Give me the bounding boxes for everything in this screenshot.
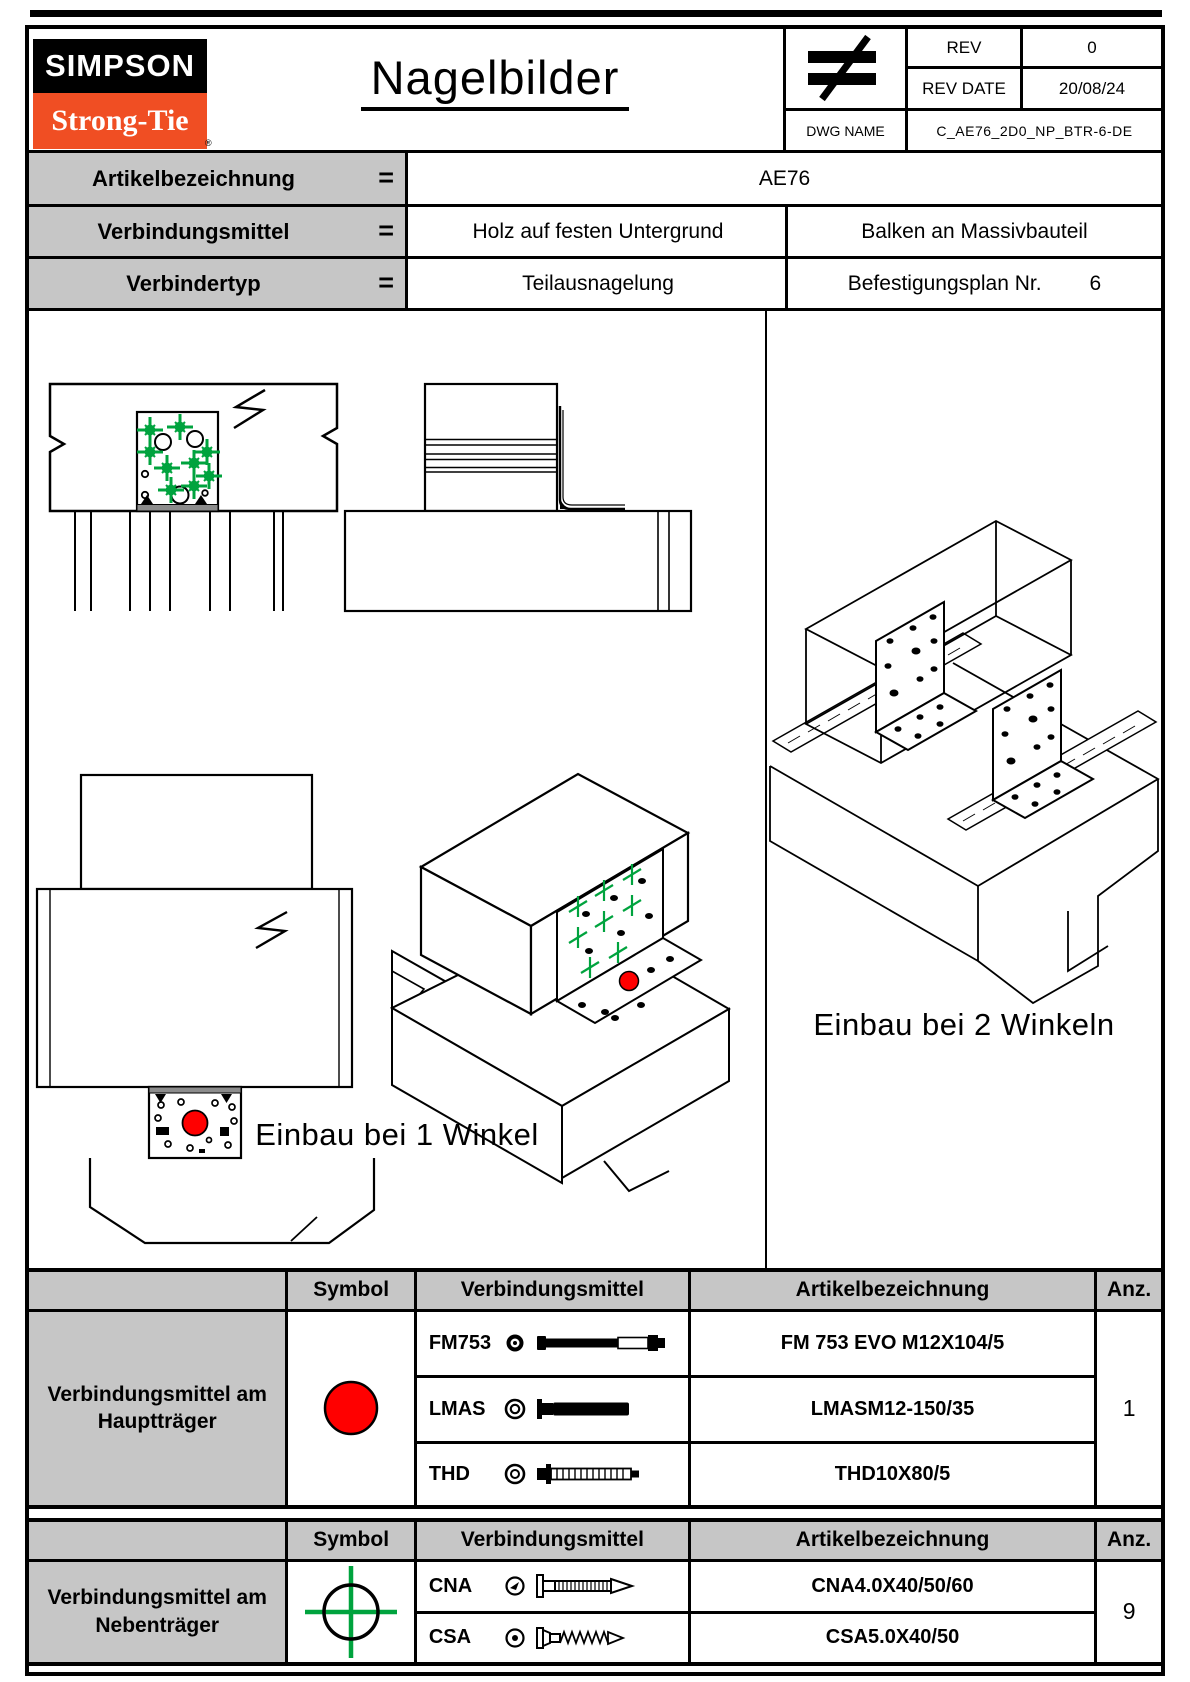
fastener-code: LMAS [428,1397,486,1420]
equals-sign: = [378,215,394,246]
page-title [215,40,775,120]
fastener-code: FM753 [428,1331,492,1354]
info-row-verbindungsmittel-label-cell [29,207,408,257]
info-value-connection-type: Balken an Massivbauteil [861,220,1088,243]
fastener-code: THD [428,1462,470,1485]
table1-header-symbol: Symbol [287,1270,415,1310]
dwg-name-label: DWG NAME [806,122,885,139]
fastener-code: CNA [428,1574,473,1597]
table1-corner-cell [27,1270,287,1310]
table2-corner-cell [27,1520,287,1560]
fastener-row-cna [415,1560,689,1612]
table1-qty: 1 [1096,1310,1163,1507]
rev-value: 0 [1087,37,1097,57]
article-fm753: FM 753 EVO M12X104/5 [689,1310,1095,1376]
screw-icon [535,1623,669,1653]
plan-label: Befestigungsplan Nr. [847,272,1042,295]
info-value-plan [788,259,1161,309]
table2-qty: 9 [1096,1560,1163,1664]
caption-two-brackets: Einbau bei 2 Winkeln [813,1007,1115,1042]
circle-flag-icon [503,1574,527,1598]
table1-symbol-cell [287,1310,415,1507]
caption-one-bracket: Einbau bei 1 Winkel [255,1117,539,1152]
drawing-divider [765,311,767,1268]
double-ring-icon [503,1397,527,1421]
fastener-table-nebentraeger [25,1518,1165,1666]
info-vline [405,153,408,309]
table1-header-fastener: Verbindungsmittel [415,1270,689,1310]
article-thd: THD10X80/5 [689,1442,1095,1507]
info-value-article: AE76 [758,167,811,190]
fastener-row-thd [415,1442,689,1507]
table1-section-label: Verbindungsmittel am Hauptträger [27,1310,287,1507]
rev-label: REV [946,37,982,57]
info-hline [29,256,1161,259]
table2-header-article: Artikelbezeichnung [689,1520,1095,1560]
table2-header-fastener: Verbindungsmittel [415,1520,689,1560]
hex-anchor-icon [535,1395,669,1423]
screw-anchor-icon [535,1460,669,1488]
info-label-verbindungsmittel: Verbindungsmittel [97,219,290,244]
table2-header-symbol: Symbol [287,1520,415,1560]
brand-strongtie [33,93,207,149]
table2-symbol-cell [287,1560,415,1664]
info-value-nailing: Teilausnagelung [522,272,674,295]
ring-nail-icon [535,1571,669,1601]
table1-header-qty: Anz. [1096,1270,1163,1310]
table1-header-article: Artikelbezeichnung [689,1270,1095,1310]
article-lmas: LMASM12-150/35 [689,1376,1095,1442]
fastener-row-lmas [415,1376,689,1442]
dwg-name-value: C_AE76_2D0_NP_BTR-6-DE [936,122,1133,139]
double-ring-icon [503,1462,527,1486]
bottom-view [37,775,374,1243]
side-view [345,384,691,611]
green-crosshair-icon [301,1562,401,1662]
page-title-text: Nagelbilder [361,50,630,111]
plan-number: 6 [1089,272,1102,295]
rev-date-label: REV DATE [922,78,1006,98]
article-cna: CNA4.0X40/50/60 [689,1560,1095,1612]
brand-strongtie-text: Strong-Tie [51,104,189,137]
drawing-right-panel [768,311,1161,1268]
fastener-code: CSA [428,1626,472,1649]
threaded-rod-icon [535,1329,669,1357]
scan-top-band [30,10,1162,17]
rev-date-value: 20/08/24 [1058,78,1126,98]
projection-symbol [786,29,905,108]
washer-dot-icon [503,1331,527,1355]
fastener-table-haupttraeger [25,1268,1165,1509]
info-label-verbindertyp: Verbindertyp [126,271,261,296]
brand-simpson [33,39,207,93]
info-vline [785,207,788,309]
info-value-substrate: Holz auf festen Untergrund [472,220,724,243]
registered-mark: ® [205,138,212,148]
table2-header-qty: Anz. [1096,1520,1163,1560]
equals-sign: = [378,267,394,298]
info-row-artikel-label-cell [29,153,408,205]
brand-simpson-text: SIMPSON [45,48,195,83]
not-equal-icon [796,33,896,105]
iso-view-two-brackets [770,521,1158,1003]
circle-dot-icon [503,1626,527,1650]
fastener-row-csa [415,1612,689,1664]
info-label-artikelbezeichnung: Artikelbezeichnung [92,166,295,191]
table2-section-label: Verbindungsmittel am Nebenträger [27,1560,287,1664]
info-row-verbindertyp-label-cell [29,259,408,309]
info-hline [29,204,1161,207]
article-csa: CSA5.0X40/50 [689,1612,1095,1664]
equals-sign: = [378,162,394,193]
red-circle-icon [319,1376,383,1440]
fastener-row-fm753 [415,1310,689,1376]
